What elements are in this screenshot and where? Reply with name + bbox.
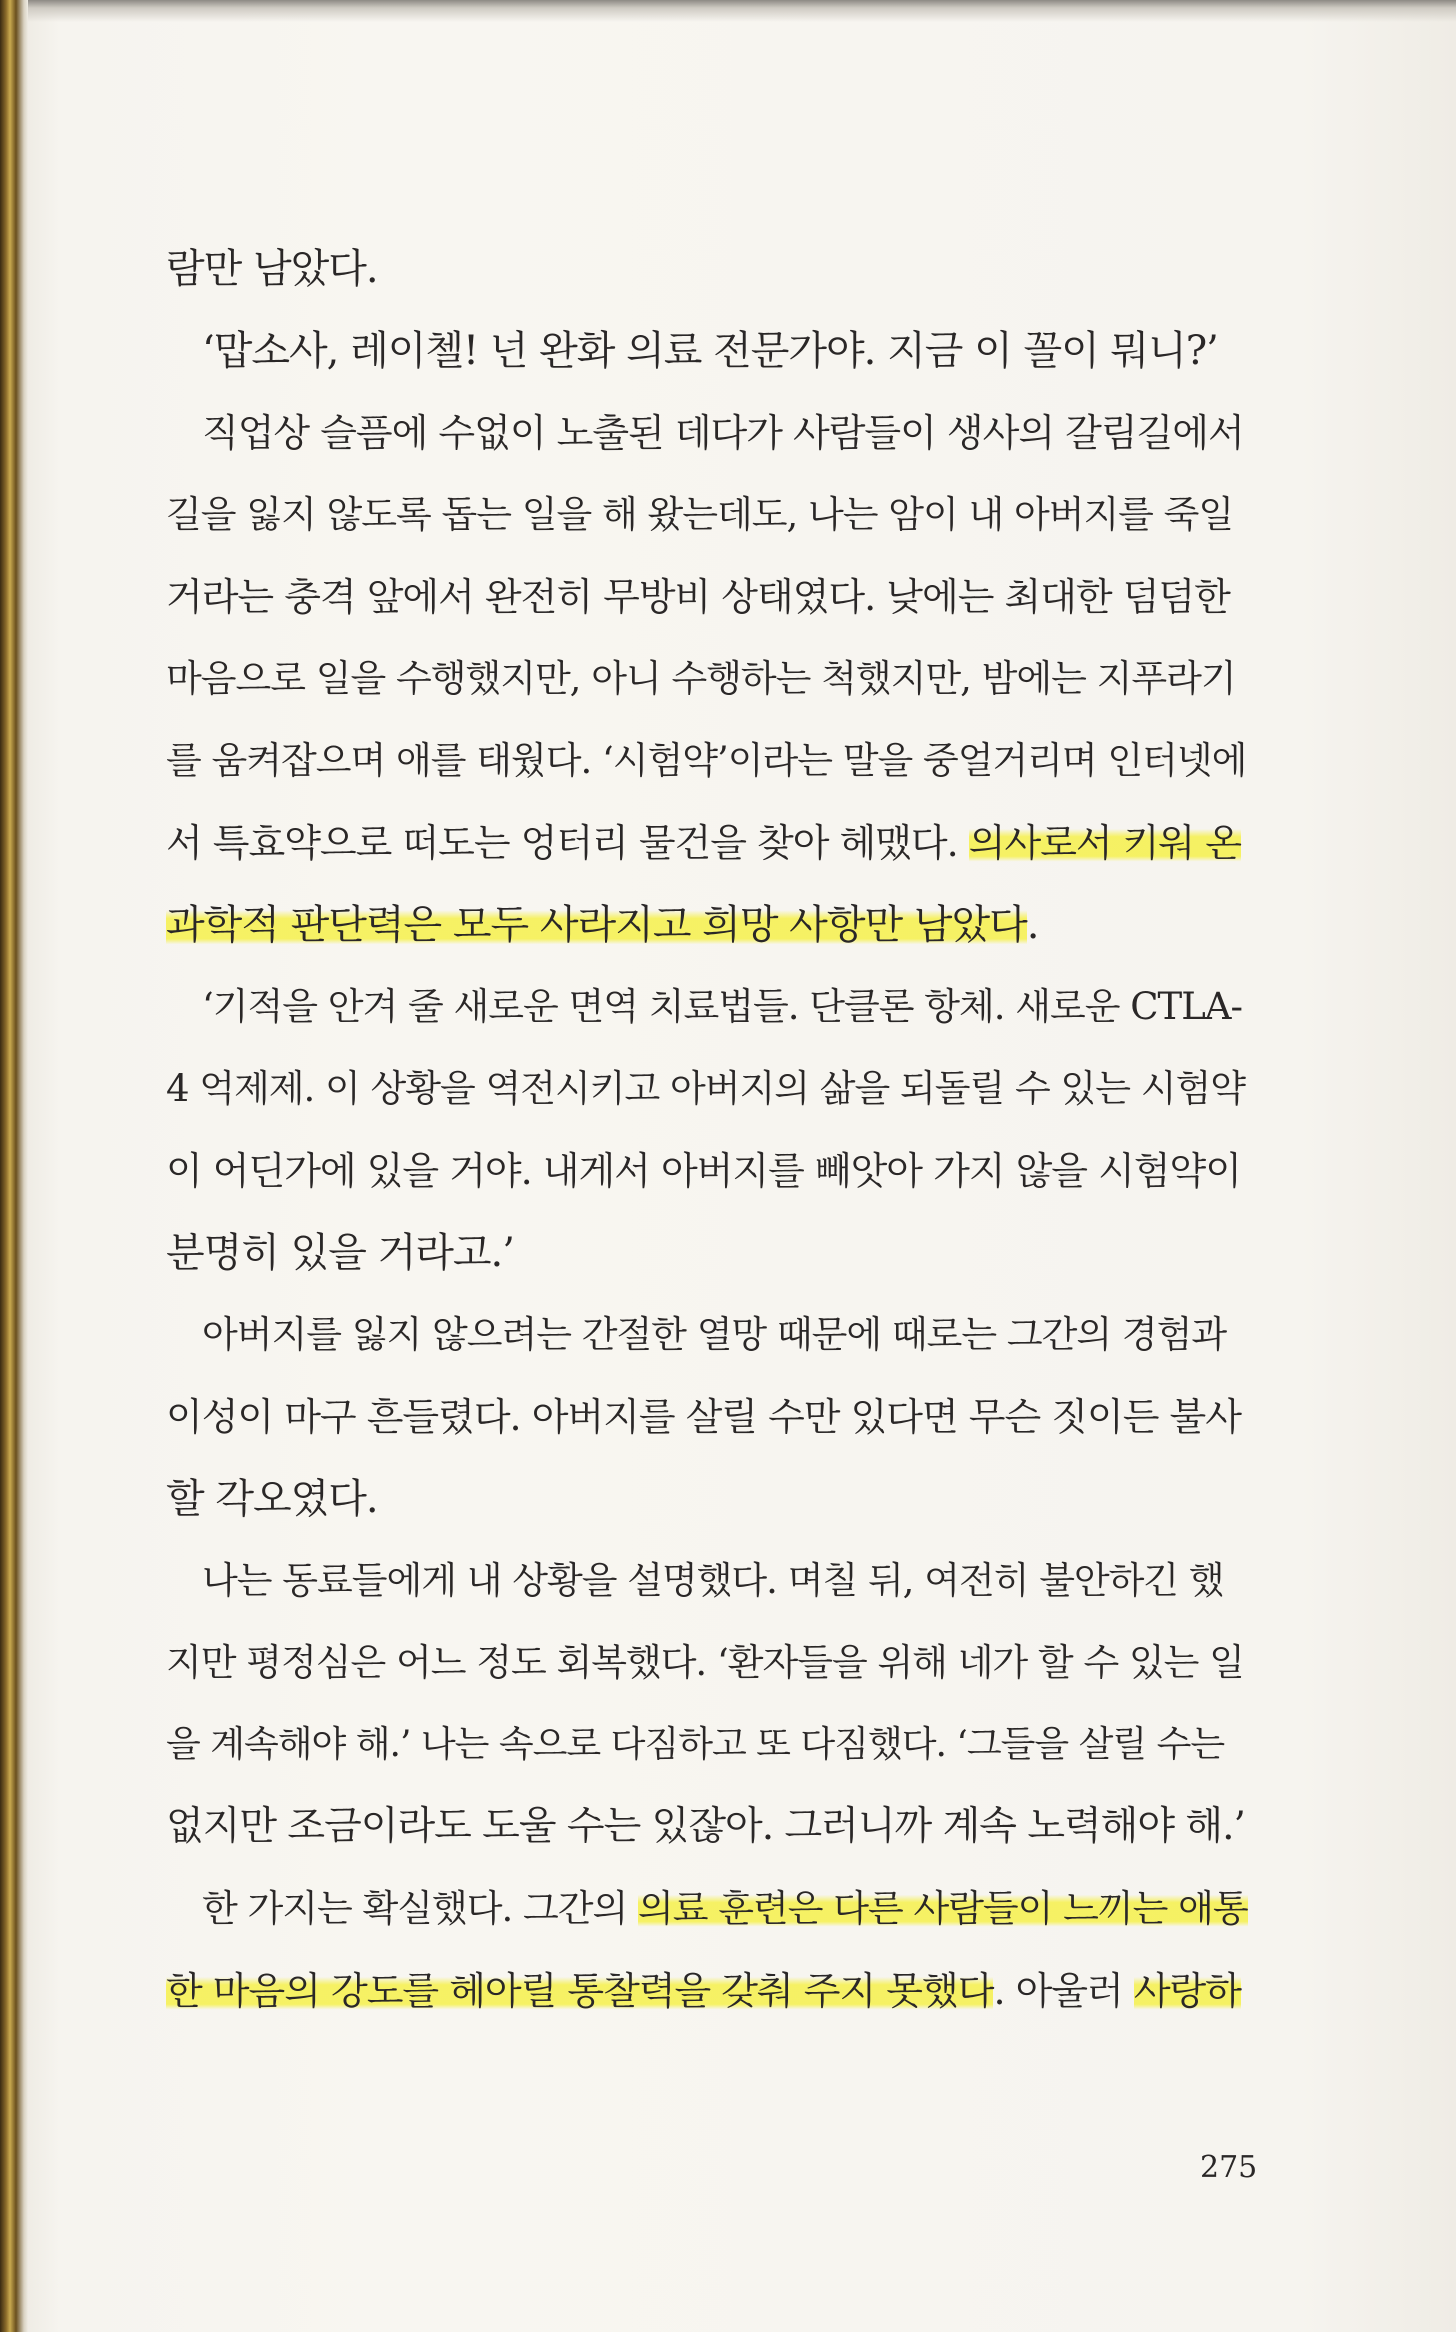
- text-line: [166, 1868, 1248, 1950]
- text-segment: 아버지를 잃지 않으려는 간절한 열망 때문에 때로는 그간의 경험과: [202, 1313, 1227, 1356]
- text-line: [166, 392, 1248, 474]
- text-segment: 람만 남았다.: [166, 246, 378, 292]
- text-segment: 할 각오였다.: [166, 1476, 378, 1522]
- text-line: [166, 1458, 1248, 1540]
- text-line: [166, 556, 1248, 638]
- text-line: [166, 1786, 1248, 1868]
- text-segment: 4 억제제. 이 상황을 역전시키고 아버지의 삶을 되돌릴 수 있는 시험약: [166, 1067, 1245, 1110]
- text-line: [166, 1048, 1248, 1130]
- text-segment: .: [1026, 902, 1039, 948]
- text-segment: 이 어딘가에 있을 거야. 내게서 아버지를 빼앗아 가지 않을 시험약이: [166, 1149, 1241, 1193]
- text-segment: 한 가지는 확실했다. 그간의: [202, 1887, 638, 1930]
- page-number: 275: [1200, 2150, 1258, 2185]
- highlighted-text: 한 마음의 강도를 헤아릴 통찰력을 갖춰 주지 못했다: [166, 1969, 994, 2013]
- text-segment: 를 움켜잡으며 애를 태웠다. ‘시험약’이라는 말을 중얼거리며 인터넷에: [166, 739, 1247, 782]
- text-segment: ‘맙소사, 레이첼! 넌 완화 의료 전문가야. 지금 이 꼴이 뭐니?’: [202, 328, 1218, 374]
- text-line: [166, 802, 1248, 884]
- text-line: [166, 1950, 1248, 2032]
- text-line: [166, 1130, 1248, 1212]
- text-segment: 서 특효약으로 떠도는 엉터리 물건을 찾아 헤맸다.: [166, 821, 969, 865]
- highlighted-text: 사랑하: [1133, 1969, 1241, 2013]
- text-segment: 마음으로 일을 수행했지만, 아니 수행하는 척했지만, 밤에는 지푸라기: [166, 657, 1236, 700]
- highlighted-text: 의료 훈련은 다른 사람들이 느끼는 애통: [637, 1887, 1248, 1930]
- text-line: [166, 1540, 1248, 1622]
- text-line: [166, 638, 1248, 720]
- text-line: [166, 474, 1248, 556]
- text-line: [166, 966, 1248, 1048]
- text-segment: . 아울러: [993, 1969, 1134, 2013]
- text-line: [166, 1294, 1248, 1376]
- text-segment: 나는 동료들에게 내 상황을 설명했다. 며칠 뒤, 여전히 불안하긴 했: [202, 1559, 1224, 1602]
- body-text: [166, 228, 1248, 2032]
- text-segment: 분명히 있을 거라고.’: [166, 1230, 514, 1276]
- text-line: [166, 1212, 1248, 1294]
- text-segment: 이성이 마구 흔들렸다. 아버지를 살릴 수만 있다면 무슨 짓이든 불사: [166, 1395, 1241, 1439]
- text-segment: 거라는 충격 앞에서 완전히 무방비 상태였다. 낮에는 최대한 덤덤한: [166, 575, 1230, 619]
- text-segment: 길을 잃지 않도록 돕는 일을 해 왔는데도, 나는 암이 내 아버지를 죽일: [166, 493, 1234, 536]
- text-segment: 지만 평정심은 어느 정도 회복했다. ‘환자들을 위해 네가 할 수 있는 일: [166, 1641, 1244, 1684]
- text-line: [166, 720, 1248, 802]
- highlighted-text: 의사로서 키워 온: [968, 821, 1241, 865]
- text-line: [166, 884, 1248, 966]
- book-binding-edge: [0, 0, 28, 2332]
- text-line: [166, 310, 1248, 392]
- text-line: [166, 1376, 1248, 1458]
- text-segment: 없지만 조금이라도 도울 수는 있잖아. 그러니까 계속 노력해야 해.’: [166, 1804, 1245, 1849]
- text-segment: 직업상 슬픔에 수없이 노출된 데다가 사람들이 생사의 갈림길에서: [202, 411, 1244, 455]
- text-segment: 을 계속해야 해.’ 나는 속으로 다짐하고 또 다짐했다. ‘그들을 살릴 수는: [166, 1724, 1225, 1765]
- text-line: [166, 1622, 1248, 1704]
- page-top-shadow: [28, 0, 1456, 22]
- text-line: [166, 228, 1248, 310]
- text-segment: ‘기적을 안겨 줄 새로운 면역 치료법들. 단클론 항체. 새로운 CTLA-: [202, 985, 1242, 1028]
- highlighted-text: 과학적 판단력은 모두 사라지고 희망 사항만 남았다: [166, 902, 1027, 948]
- text-line: [166, 1704, 1248, 1786]
